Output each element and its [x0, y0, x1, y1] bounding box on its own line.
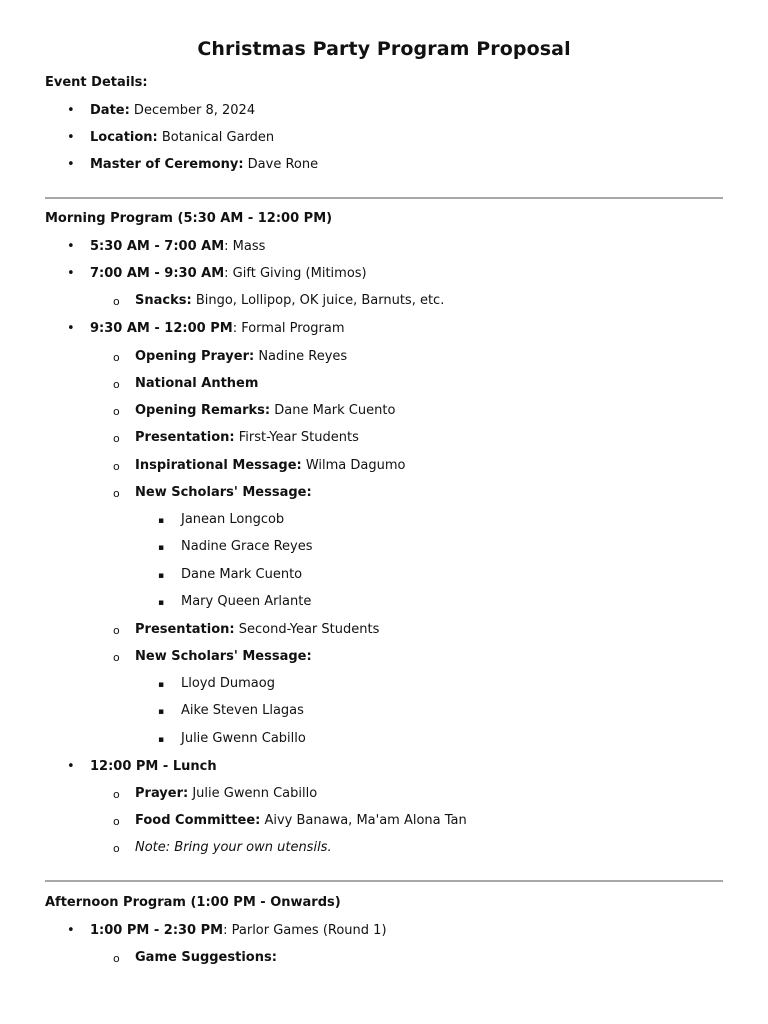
schedule-text: : Formal Program: [232, 321, 345, 336]
schedule-gift-giving: [90, 265, 367, 283]
item-label: Date:: [90, 103, 130, 118]
food-committee-item: [135, 812, 467, 830]
bullet-icon: o: [113, 351, 120, 364]
lunch-prayer-item: [135, 785, 317, 803]
bullet-icon: •: [67, 157, 75, 172]
event-location: [90, 129, 274, 147]
time-label: 7:00 AM - 9:30 AM: [90, 266, 225, 281]
presentation-second-year-item: [135, 621, 379, 639]
bullet-icon: •: [67, 239, 75, 254]
schedule-text: : Gift Giving (Mitimos): [224, 266, 367, 281]
bullet-icon: o: [113, 405, 120, 418]
opening-prayer-item: [135, 348, 347, 366]
scholar-name: Janean Longcob: [181, 512, 285, 527]
time-label: 9:30 AM - 12:00 PM: [90, 321, 233, 336]
bullet-icon: ▪: [158, 571, 165, 581]
event-details-heading: Event Details:: [45, 75, 148, 90]
item-label: Location:: [90, 130, 158, 145]
schedule-text: : Parlor Games (Round 1): [223, 923, 387, 938]
bullet-icon: o: [113, 842, 120, 855]
inspirational-message-item: [135, 457, 406, 475]
item-label: Presentation:: [135, 430, 235, 445]
bullet-icon: o: [113, 295, 120, 308]
schedule-formal-program: [90, 320, 345, 338]
bullet-icon: ▪: [158, 680, 165, 690]
item-label: Presentation:: [135, 622, 235, 637]
schedule-parlor-games: [90, 922, 387, 940]
item-value: Nadine Reyes: [254, 349, 348, 364]
item-value: Aivy Banawa, Ma'am Alona Tan: [260, 813, 467, 828]
new-scholars-message-item: [135, 648, 312, 666]
scholar-name: Aike Steven Llagas: [181, 703, 304, 718]
bullet-icon: o: [113, 460, 120, 473]
item-label: Food Committee:: [135, 813, 261, 828]
section-divider: [45, 880, 723, 882]
national-anthem-item: [135, 375, 258, 393]
document-title: Christmas Party Program Proposal: [197, 38, 571, 60]
bullet-icon: •: [67, 321, 75, 336]
item-value: Dave Rone: [243, 157, 319, 172]
item-label: Inspirational Message:: [135, 458, 302, 473]
bullet-icon: •: [67, 103, 75, 118]
bullet-icon: ▪: [158, 735, 165, 745]
schedule-text: : Mass: [224, 239, 266, 254]
bullet-icon: o: [113, 378, 120, 391]
bullet-icon: •: [67, 759, 75, 774]
bullet-icon: •: [67, 266, 75, 281]
bullet-icon: o: [113, 952, 120, 965]
time-label: 12:00 PM - Lunch: [90, 759, 217, 774]
bullet-icon: o: [113, 651, 120, 664]
bullet-icon: o: [113, 788, 120, 801]
time-label: 1:00 PM - 2:30 PM: [90, 923, 224, 938]
bullet-icon: •: [67, 923, 75, 938]
event-mc: [90, 156, 318, 174]
afternoon-program-heading: Afternoon Program (1:00 PM - Onwards): [45, 895, 341, 910]
item-label: Prayer:: [135, 786, 189, 801]
item-value: Julie Gwenn Cabillo: [188, 786, 318, 801]
item-value: Dane Mark Cuento: [270, 403, 396, 418]
utensils-note: Note: Bring your own utensils.: [135, 840, 332, 855]
item-value: Second-Year Students: [234, 622, 380, 637]
bullet-icon: •: [67, 130, 75, 145]
item-value: December 8, 2024: [129, 103, 256, 118]
item-value: First-Year Students: [234, 430, 359, 445]
scholar-name: Dane Mark Cuento: [181, 567, 303, 582]
bullet-icon: o: [113, 487, 120, 500]
item-label: New Scholars' Message:: [135, 649, 312, 664]
schedule-mass: [90, 238, 265, 256]
item-value: Botanical Garden: [157, 130, 275, 145]
section-divider: [45, 197, 723, 199]
item-value: Wilma Dagumo: [301, 458, 406, 473]
snacks-item: [135, 292, 444, 310]
item-label: Game Suggestions:: [135, 950, 277, 965]
scholar-name: Julie Gwenn Cabillo: [181, 731, 306, 746]
item-label: New Scholars' Message:: [135, 485, 312, 500]
schedule-lunch: [90, 758, 217, 776]
time-label: 5:30 AM - 7:00 AM: [90, 239, 225, 254]
scholar-name: Lloyd Dumaog: [181, 676, 275, 691]
bullet-icon: ▪: [158, 516, 165, 526]
item-label: Opening Prayer:: [135, 349, 255, 364]
bullet-icon: o: [113, 624, 120, 637]
morning-program-heading: Morning Program (5:30 AM - 12:00 PM): [45, 211, 333, 226]
item-label: National Anthem: [135, 376, 259, 391]
bullet-icon: o: [113, 815, 120, 828]
bullet-icon: o: [113, 432, 120, 445]
scholar-name: Nadine Grace Reyes: [181, 539, 313, 554]
bullet-icon: ▪: [158, 707, 165, 717]
game-suggestions-item: [135, 949, 277, 967]
item-label: Snacks:: [135, 293, 192, 308]
new-scholars-message-item: [135, 484, 312, 502]
event-date: [90, 102, 255, 120]
item-label: Opening Remarks:: [135, 403, 271, 418]
scholar-name: Mary Queen Arlante: [181, 594, 312, 609]
item-label: Master of Ceremony:: [90, 157, 244, 172]
presentation-first-year-item: [135, 429, 359, 447]
bullet-icon: ▪: [158, 598, 165, 608]
item-value: Bingo, Lollipop, OK juice, Barnuts, etc.: [191, 293, 445, 308]
bullet-icon: ▪: [158, 543, 165, 553]
opening-remarks-item: [135, 402, 395, 420]
